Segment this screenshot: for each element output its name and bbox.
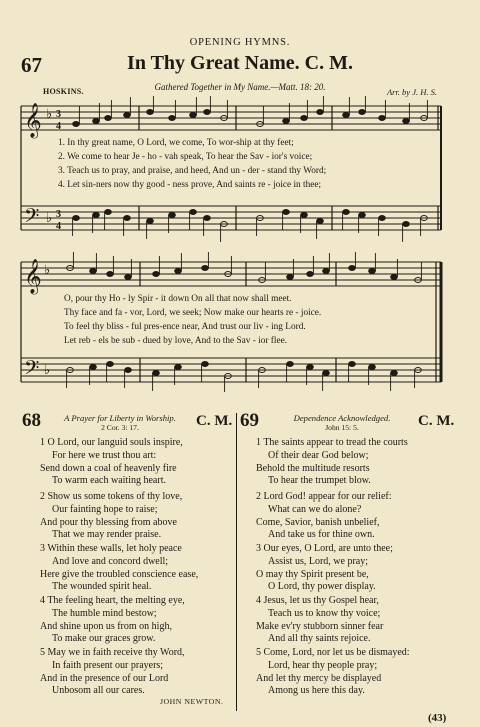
- lyric-line: Thy face and fa - vor, Lord, we seek; Now make our hearts re - joice.: [64, 308, 322, 318]
- stanza: [40, 543, 198, 594]
- svg-text:4: 4: [56, 121, 61, 132]
- verse-line: Unbosom all our cares.: [52, 685, 145, 697]
- treble-staff: [21, 106, 441, 130]
- lyric-line: 1. In thy great name, O Lord, we come, To wor-ship at thy feet;: [58, 138, 294, 148]
- verse-line: And in the presence of our Lord: [40, 672, 169, 684]
- verse-line: Come, Savior, banish unbelief,: [256, 516, 380, 528]
- verse-line: And shine upon us from on high,: [40, 620, 172, 632]
- verse-line: Teach us to know thy voice;: [268, 607, 381, 619]
- stanza: [256, 491, 392, 542]
- verse-line: Lord, hear thy people pray;: [268, 659, 378, 671]
- verse-line: In faith present our prayers;: [52, 659, 164, 671]
- key-flat-icon: ♭: [44, 262, 51, 277]
- treble-notes: [67, 252, 422, 283]
- stanza: [40, 491, 182, 542]
- stanza: [40, 595, 185, 646]
- page-number: (43): [428, 712, 447, 724]
- hymn-number: 69: [240, 410, 259, 431]
- bass-staff: [21, 358, 441, 382]
- verse-line: To warm each waiting heart.: [52, 475, 166, 487]
- verse-line: And let thy mercy be displayed: [256, 672, 382, 684]
- stanza: [256, 437, 408, 488]
- treble-notes: [73, 96, 428, 127]
- verse-line: 2 Lord God! appear for our relief:: [256, 491, 392, 502]
- verse-line: And take us for thine own.: [268, 529, 375, 541]
- hymn-title: In Thy Great Name. C. M.: [127, 52, 353, 74]
- bass-staff: [21, 206, 441, 230]
- verse-line: What can we do alone?: [268, 503, 362, 515]
- verse-line: Send down a coal of heavenly fire: [40, 462, 177, 474]
- meter: C. M.: [196, 413, 233, 429]
- verse-line: That we may render praise.: [52, 529, 162, 541]
- treble-clef-icon: 𝄞: [24, 259, 42, 294]
- verse-line: 4 Jesus, let us thy Gospel hear,: [256, 595, 379, 606]
- arranger: Arr. by J. H. S.: [386, 87, 437, 97]
- hymn-author: JOHN NEWTON.: [160, 697, 224, 706]
- verse-line: Here give the troubled conscience ease,: [40, 568, 199, 580]
- verse-line: And all thy saints rejoice.: [268, 633, 371, 645]
- meter: C. M.: [418, 413, 455, 429]
- verse-line: Of their dear God below;: [268, 449, 369, 461]
- verse-line: For here we trust thou art:: [52, 449, 157, 461]
- key-flat-icon: ♭: [46, 106, 53, 121]
- verse-line: And love and concord dwell;: [52, 555, 169, 567]
- verse-line: O Lord, thy power display.: [268, 581, 376, 593]
- bass-clef-icon: 𝄢: [24, 356, 40, 384]
- stanza: [256, 595, 383, 646]
- verse-line: Our fainting hope to raise;: [52, 503, 158, 515]
- verse-line: Among us here this day.: [268, 685, 365, 697]
- bass-notes: [67, 362, 422, 393]
- composer: HOSKINS.: [43, 87, 84, 96]
- scripture-reference: John 15: 5.: [325, 423, 359, 432]
- svg-text:3: 3: [56, 109, 61, 120]
- verse-line: And pour thy blessing from above: [40, 516, 177, 528]
- music-system-1: [0, 96, 480, 261]
- svg-text:3: 3: [56, 209, 61, 220]
- scripture-reference: 2 Cor. 3: 17.: [101, 423, 139, 432]
- stanza: [256, 543, 393, 594]
- key-flat-icon: ♭: [46, 210, 53, 225]
- verse-line: 1 O Lord, our languid souls inspire,: [40, 437, 183, 448]
- verse-line: 5 May we in faith receive thy Word,: [40, 647, 185, 658]
- verse-line: Make ev'ry stubborn sinner fear: [256, 620, 384, 632]
- key-flat-icon: ♭: [44, 362, 51, 377]
- hymn-number: 67: [21, 53, 42, 77]
- bass-notes: [73, 210, 428, 243]
- stanza: [40, 437, 183, 488]
- treble-clef-icon: 𝄞: [24, 103, 42, 138]
- lyric-line: 2. We come to hear Je - ho - vah speak, To hear the Sav - ior's voice;: [58, 152, 313, 162]
- lyric-line: O, pour thy Ho - ly Spir - it down On all that now shall meet.: [64, 294, 292, 304]
- verse-line: The wounded spirit heal.: [52, 581, 152, 593]
- verse-line: O may thy Spirit present be,: [256, 568, 369, 580]
- hymn-number: 68: [22, 410, 41, 431]
- verse-line: 2 Show us some tokens of thy love,: [40, 491, 183, 502]
- bass-clef-icon: 𝄢: [24, 204, 40, 232]
- stanza: [40, 647, 185, 698]
- verse-line: 3 Our eyes, O Lord, are unto thee;: [256, 543, 393, 554]
- svg-text:4: 4: [56, 221, 61, 232]
- stanza: [256, 647, 410, 698]
- hymn-title: A Prayer for Liberty in Worship.: [64, 413, 176, 423]
- lyric-line: 4. Let sin-ners now thy good - ness prove, And saints re - joice in thee;: [58, 180, 322, 190]
- hymn-title: Dependence Acknowledged.: [293, 413, 391, 423]
- verse-line: Behold the multitude resorts: [256, 462, 370, 474]
- verse-line: The humble mind bestow;: [52, 607, 157, 619]
- lyric-line: To feel thy bliss - ful pres-ence near, And trust our liv - ing Lord.: [64, 322, 306, 332]
- verse-line: 1 The saints appear to tread the courts: [256, 437, 408, 448]
- verse-line: To hear the trumpet blow.: [268, 475, 371, 487]
- lyric-line: 3. Teach us to pray, and praise, and heed, And un - der - stand thy Word;: [58, 166, 327, 176]
- verse-line: 4 The feeling heart, the melting eye,: [40, 595, 185, 606]
- verse-line: To make our graces grow.: [52, 633, 156, 645]
- lyric-line: Let reb - els be sub - dued by love, And to the Sav - ior flee.: [64, 336, 288, 346]
- verse-line: Assist us, Lord, we pray;: [268, 555, 368, 567]
- verse-line: 3 Within these walls, let holy peace: [40, 543, 182, 554]
- section-heading: OPENING HYMNS.: [189, 37, 291, 48]
- verse-line: 5 Come, Lord, nor let us be dismayed:: [256, 647, 410, 658]
- hymn-subtitle: Gathered Together in My Name.—Matt. 18: 20.: [154, 82, 326, 92]
- column-divider: [236, 413, 237, 711]
